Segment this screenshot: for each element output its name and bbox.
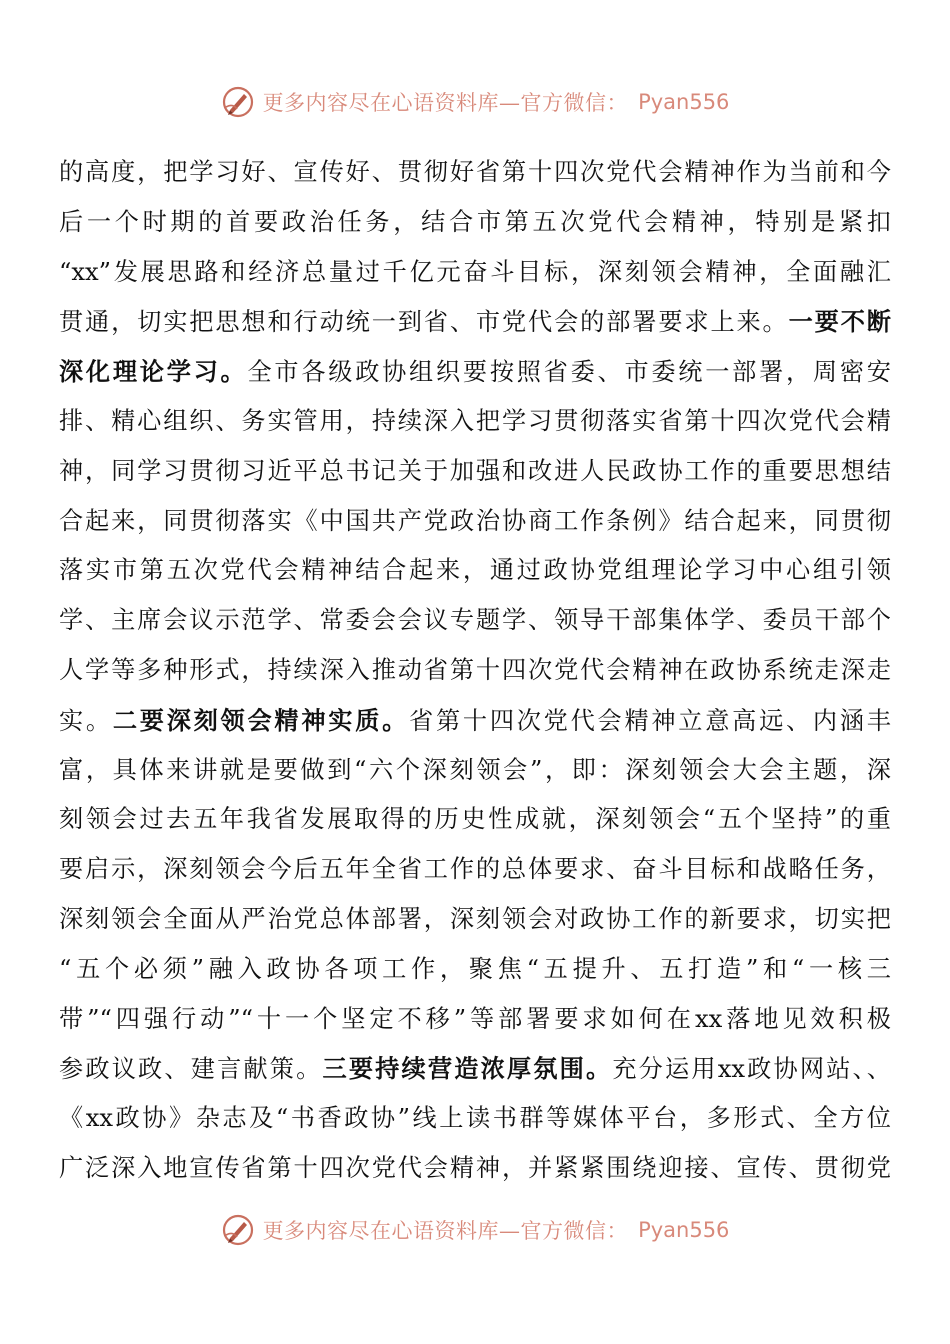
text-line [59,447,891,497]
body-text-segment: 合起来，同贯彻落实《中国共产党政治协商工作条例》结合起来，同贯彻 [59,506,891,535]
body-text-segment: 充分运用xx政协网站、、 [612,1055,891,1084]
body-text-segment: “五个必须”融入政协各项工作，聚焦“五提升、五打造”和“一核三 [59,954,891,983]
body-text-segment: 排、精心组织、务实管用，持续深入把学习贯彻落实省第十四次党代会精 [59,406,891,435]
text-line [59,795,891,845]
body-text-segment: 全市各级政协组织要按照省委、市委统一部署，周密安 [247,358,891,387]
body-text-segment: 学、主席会议示范学、常委会会议专题学、领导干部集体学、委员干部个 [59,606,891,635]
body-text-segment: 贯通，切实把思想和行动统一到省、市党代会的部署要求上来。 [59,308,789,337]
body-text-segment: 人学等多种形式，持续深入推动省第十四次党代会精神在政协系统走深走 [59,655,891,684]
bold-heading-text: 一要不断 [788,307,891,337]
body-text-segment: 后一个时期的首要政治任务，结合市第五次党代会精神，特别是紧扣 [59,207,891,236]
text-line [59,347,891,397]
body-text-segment: 的高度，把学习好、宣传好、贯彻好省第十四次党代会精神作为当前和今 [59,158,891,186]
body-text-segment: 《xx政协》杂志及“书香政协”线上读书群等媒体平台，多形式、全方位 [59,1104,891,1133]
body-text-segment: 落实市第五次党代会精神结合起来，通过政协党组理论学习中心组引领 [59,556,891,585]
pen-logo-icon [221,85,255,119]
bold-heading-text: 二要深刻领会精神实质。 [112,705,410,735]
body-text-segment: 深刻领会全面从严治党总体部署，深刻领会对政协工作的新要求，切实把 [59,904,891,933]
body-text-segment: 广泛深入地宣传省第十四次党代会精神，并紧紧围绕迎接、宣传、贯彻党 [59,1153,891,1182]
footer-banner [0,1210,950,1250]
text-line [59,1094,891,1144]
body-text-segment: “xx”发展思路和经济总量过千亿元奋斗目标，深刻领会精神，全面融汇 [59,257,891,286]
text-line [59,546,891,596]
body-text-segment: 带”“四强行动”“十一个坚定不移”等部署要求如何在xx落地见效积极 [59,1004,891,1033]
body-text-segment: 参政议政、建言献策。 [59,1055,323,1084]
text-line [59,995,891,1045]
text-line [59,1044,891,1094]
document-body [59,148,891,1194]
header-banner [0,82,950,122]
body-text-segment: 富，具体来讲就是要做到“六个深刻领会”，即：深刻领会大会主题，深 [59,755,891,784]
header-wechat-id: Pyan556 [638,90,730,114]
text-line [59,596,891,646]
text-line [59,696,891,746]
footer-banner-text: 更多内容尽在心语资料库—官方微信： [262,1219,629,1243]
text-line [59,845,891,895]
footer-wechat-id: Pyan556 [638,1218,730,1242]
header-banner-text: 更多内容尽在心语资料库—官方微信： [262,91,629,115]
text-line [59,1144,891,1194]
bold-heading-text: 三要持续营造浓厚氛围。 [322,1054,613,1084]
text-line [59,148,891,198]
text-line [59,945,891,995]
text-line [59,297,891,347]
body-text-segment: 实。 [59,706,113,735]
text-line [59,746,891,796]
text-line [59,646,891,696]
text-line [59,497,891,547]
body-text-segment: 刻领会过去五年我省发展取得的历史性成就，深刻领会“五个坚持”的重 [59,805,891,834]
body-text-segment: 省第十四次党代会精神立意高远、内涵丰 [409,706,891,735]
body-text-segment: 要启示，深刻领会今后五年全省工作的总体要求、奋斗目标和战略任务， [59,855,891,884]
body-text-segment: 神，同学习贯彻习近平总书记关于加强和改进人民政协工作的重要思想结 [59,456,891,485]
text-line [59,895,891,945]
text-line [59,248,891,298]
bold-heading-text: 深化理论学习。 [59,357,248,387]
pen-logo-icon [221,1213,255,1247]
text-line [59,397,891,447]
text-line [59,198,891,248]
